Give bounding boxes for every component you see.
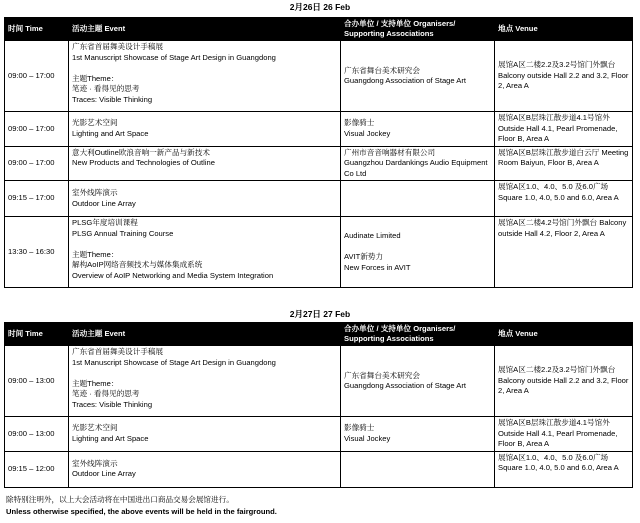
- event-title-zh: 广东省首届舞美设计手稿展: [72, 42, 164, 51]
- event-time: 09:00 – 13:00: [5, 346, 69, 417]
- table-row: [5, 181, 633, 217]
- event-title-en: Lighting and Art Space: [72, 128, 149, 138]
- event-title-zh: 光影艺术空间: [72, 118, 118, 128]
- day1-title: 2月26日 26 Feb: [289, 2, 351, 12]
- header-event: 活动主题 Event: [69, 323, 341, 346]
- organiser-cell: [341, 417, 495, 452]
- venue-cell: 展馆A区1.0、4.0、5.0 及6.0广场 Square 1.0, 4.0, 5.0 and 6.0, Area A: [495, 451, 633, 487]
- footer-note-en: Unless otherwise specified, the above events will be held in the fairground.: [6, 507, 277, 516]
- table-row: [5, 217, 633, 288]
- event-title-zh: 室外线阵演示: [72, 458, 118, 468]
- organiser-en: Guangdong Association of Stage Art: [344, 381, 467, 390]
- theme-zh: 解构AoIP网络音频技术与媒体集成系统: [72, 260, 203, 269]
- organiser-en: Visual Jockey: [344, 433, 391, 443]
- organiser-cell: [341, 451, 495, 487]
- organiser-1: Audinate Limited: [344, 231, 401, 240]
- theme-en: Traces: Visible Thinking: [72, 94, 153, 104]
- event-title-zh: 室外线阵演示: [72, 188, 118, 197]
- event-time: 09:00 – 17:00: [5, 41, 69, 112]
- event-cell: [69, 217, 341, 288]
- theme-zh: 笔迹 · 看得见的思考: [72, 84, 140, 93]
- table-row: [5, 346, 633, 417]
- event-cell: [69, 346, 341, 417]
- organiser-2-zh: AVIT新势力: [344, 252, 384, 261]
- event-time: 09:00 – 17:00: [5, 112, 69, 147]
- venue-cell: 展馆A区B层珠江散步道白云厅 Meeting Room Baiyun, Floor B, Area A: [495, 146, 633, 181]
- event-cell: [69, 181, 341, 217]
- header-time: 时间 Time: [5, 18, 69, 41]
- table-header-row: [5, 323, 633, 346]
- organiser-cell: [341, 217, 495, 288]
- event-title-en: Outdoor Line Array: [72, 198, 136, 208]
- day2-title: 2月27日 27 Feb: [289, 309, 351, 319]
- event-title-en: PLSG Annual Training Course: [72, 228, 174, 238]
- table-row: [5, 146, 633, 181]
- theme-zh: 笔迹 · 看得见的思考: [72, 389, 140, 398]
- footer-note: [6, 494, 277, 518]
- theme-en: Traces: Visible Thinking: [72, 399, 153, 409]
- organiser-en: Guangdong Association of Stage Art: [344, 76, 467, 85]
- organiser-en: Visual Jockey: [344, 128, 391, 138]
- event-time: 09:00 – 17:00: [5, 146, 69, 181]
- organiser-en: Guangzhou Dardankings Audio Equipment Co Ltd: [344, 158, 488, 178]
- event-title-en: Lighting and Art Space: [72, 433, 149, 443]
- header-venue: 地点 Venue: [495, 323, 633, 346]
- event-cell: [69, 112, 341, 147]
- organiser-cell: [341, 146, 495, 181]
- organiser-cell: [341, 112, 495, 147]
- header-time: 时间 Time: [5, 323, 69, 346]
- header-venue: 地点 Venue: [495, 18, 633, 41]
- organiser-cell: [341, 346, 495, 417]
- event-cell: [69, 451, 341, 487]
- venue-cell: 展馆A区二楼4.2号馆门外飘台 Balcony outside Hall 4.2, Floor 2, Area A: [495, 217, 633, 288]
- organiser-zh: 广东省舞台美术研究会: [344, 65, 420, 75]
- header-event: 活动主题 Event: [69, 18, 341, 41]
- table-row: [5, 41, 633, 112]
- venue-cell: 展馆A区B层珠江散步道4.1号馆外 Outside Hall 4.1, Pearl Promenade, Floor B, Area A: [495, 112, 633, 147]
- theme-label: 主题Theme：: [72, 73, 119, 83]
- organiser-zh: 广州市音音响器材有限公司: [344, 147, 436, 157]
- theme-en: Overview of AoIP Networking and Media System Integration: [72, 270, 274, 280]
- theme-label: 主题Theme：: [72, 249, 119, 259]
- event-title-en: Outdoor Line Array: [72, 469, 136, 478]
- event-title-en: 1st Manuscript Showcase of Stage Art Design in Guangdong: [72, 52, 276, 62]
- table-row: [5, 451, 633, 487]
- event-time: 13:30 – 16:30: [5, 217, 69, 288]
- venue-cell: 展馆A区二楼2.2及3.2号馆门外飘台 Balcony outside Hall 2.2 and 3.2, Floor 2, Area A: [495, 41, 633, 112]
- venue-cell: 展馆A区1.0、4.0、5.0 及6.0广场 Square 1.0, 4.0, 5.0 and 6.0, Area A: [495, 181, 633, 217]
- theme-label: 主题Theme：: [72, 378, 119, 388]
- event-time: 09:15 – 17:00: [5, 181, 69, 217]
- event-time: 09:00 – 13:00: [5, 417, 69, 452]
- organiser-zh: 影像骑士: [344, 423, 375, 433]
- table-row: [5, 112, 633, 147]
- organiser-zh: 广东省舞台美术研究会: [344, 370, 420, 380]
- event-title-zh: PLSG年度培训课程: [72, 218, 138, 227]
- event-title-zh: 光影艺术空间: [72, 423, 118, 433]
- organiser-cell: [341, 41, 495, 112]
- event-cell: [69, 146, 341, 181]
- header-organisers: 合办单位 / 支持单位 Organisers/ Supporting Associations: [341, 323, 495, 346]
- table-header-row: [5, 18, 633, 41]
- event-cell: [69, 417, 341, 452]
- event-title-zh: 广东省首届舞美设计手稿展: [72, 347, 164, 356]
- venue-cell: 展馆A区B层珠江散步道4.1号馆外 Outside Hall 4.1, Pearl Promenade, Floor B, Area A: [495, 417, 633, 452]
- footer-note-zh: 除特别注明外，以上大会活动将在中国进出口商品交易会展馆进行。: [6, 495, 234, 504]
- event-cell: [69, 41, 341, 112]
- table-row: [5, 417, 633, 452]
- day2-schedule-table: [4, 322, 633, 488]
- header-organisers: 合办单位 / 支持单位 Organisers/ Supporting Associations: [341, 18, 495, 41]
- organiser-cell: [341, 181, 495, 217]
- organiser-zh: 影像骑士: [344, 118, 375, 128]
- organiser-2-en: New Forces in AVIT: [344, 262, 411, 272]
- venue-cell: 展馆A区二楼2.2及3.2号馆门外飘台 Balcony outside Hall 2.2 and 3.2, Floor 2, Area A: [495, 346, 633, 417]
- event-title-en: New Products and Technologies of Outline: [72, 158, 215, 167]
- event-title-zh: 意大利Outline欧浪音响一新产品与新技术: [72, 147, 210, 157]
- event-time: 09:15 – 12:00: [5, 451, 69, 487]
- day1-schedule-table: [4, 17, 633, 288]
- event-title-en: 1st Manuscript Showcase of Stage Art Design in Guangdong: [72, 357, 276, 367]
